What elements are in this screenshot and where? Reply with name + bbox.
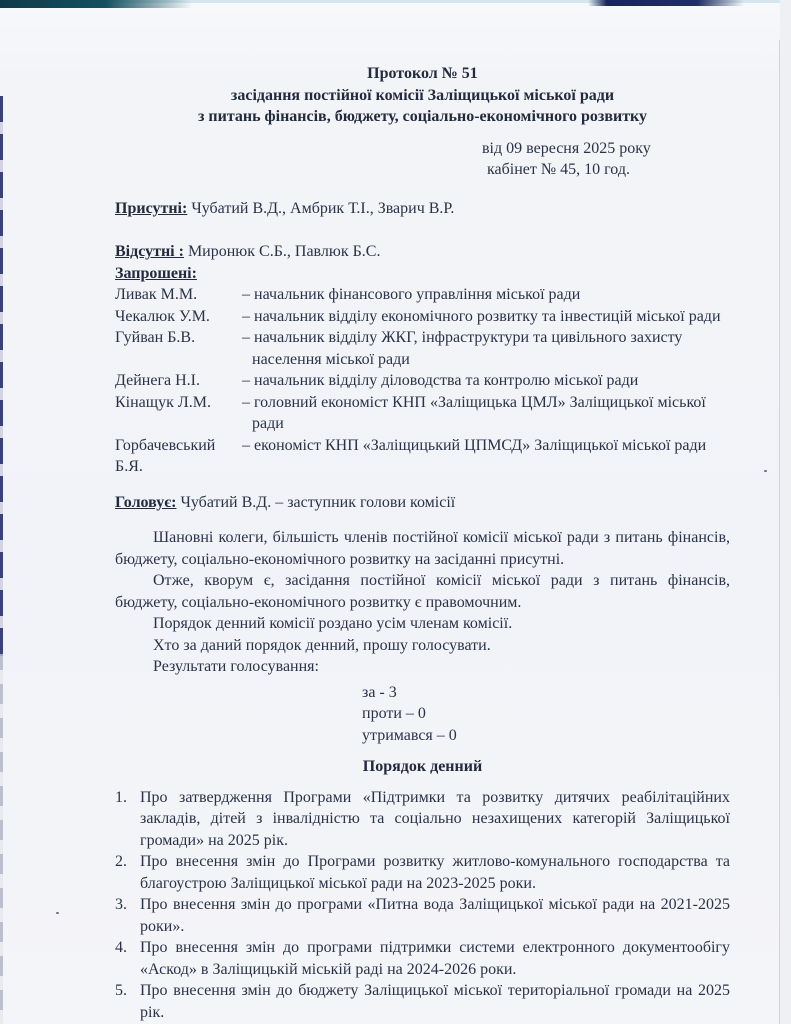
- paragraph: Порядок денний комісії роздано усім членам комісії.: [153, 615, 513, 632]
- voting-against: проти – 0: [362, 705, 426, 722]
- invited-role: – начальник відділу ЖКГ, інфраструктури та цивільного захисту населення міської ради: [242, 329, 683, 368]
- meeting-room: кабінет № 45, 10 год.: [487, 161, 630, 178]
- agenda-item-text: Про затвердження Програми «Підтримки та розвитку дитячих реабілітаційних закладів, дітей з інвалідністю та соціально незахищених категорій Заліщицької громади» на 2025 рік.: [140, 788, 730, 849]
- invited-name: Гуйван Б.В.: [115, 329, 196, 346]
- agenda-item: [115, 851, 730, 894]
- invited-row: [115, 392, 730, 435]
- invited-name: Ливак М.М.: [115, 286, 198, 303]
- agenda-list: [115, 787, 730, 1024]
- paragraph: Результати голосування:: [153, 658, 319, 675]
- invited-list: [115, 284, 730, 478]
- invited-name: Дейнега Н.І.: [115, 372, 200, 389]
- invited-name: Кінащук Л.М.: [115, 393, 211, 411]
- invited-row: [115, 306, 730, 328]
- invited-role: – начальник фінансового управління міської ради: [242, 286, 581, 303]
- document-title: Протокол № 51: [367, 65, 478, 82]
- chair-label: Головує:: [115, 493, 177, 511]
- present-label: Присутні:: [115, 199, 188, 217]
- present-line: [115, 198, 730, 220]
- agenda-item-number: 2.: [115, 853, 127, 870]
- invited-name: Чекалюк У.М.: [115, 307, 210, 325]
- document-subtitle-1: засідання постійної комісії Заліщицької міської ради: [230, 86, 615, 104]
- meeting-date: від 09 вересня 2025 року: [482, 139, 651, 157]
- agenda-item-text: Про внесення змін до програми «Питна вода Заліщицької міської ради на 2021-2025 роки».: [140, 896, 730, 935]
- document-title-block: [115, 63, 730, 128]
- paragraph: Шановні колеги, більшість членів постійної комісії міської ради з питань фінансів, бюджету, соціально-економічного розвитку на засіданні присутні.: [115, 529, 730, 568]
- absent-names: Миронюк С.Б., Павлюк Б.С.: [187, 243, 381, 260]
- invited-row: [115, 284, 730, 306]
- invited-role: – начальник відділу діловодства та контролю міської ради: [242, 372, 639, 389]
- agenda-item-number: 4.: [115, 939, 127, 956]
- agenda-item: [115, 937, 730, 980]
- voting-results: [362, 682, 730, 747]
- invited-row: [115, 435, 730, 478]
- absent-line: [115, 241, 730, 263]
- document-subtitle-2: з питань фінансів, бюджету, соціально-економічного розвитку: [197, 108, 648, 125]
- voting-for: за - 3: [362, 683, 397, 701]
- paragraph: Хто за даний порядок денний, прошу голосувати.: [153, 636, 491, 654]
- agenda-item-number: 1.: [115, 788, 127, 806]
- agenda-item-text: Про внесення змін до програми підтримки системи електронного документообігу «Аскод» в Заліщицькій міській раді на 2024-2026 роки.: [140, 939, 730, 978]
- chair-text: Чубатий В.Д. – заступник голови комісії: [180, 493, 456, 511]
- voting-abstained: утримався – 0: [362, 726, 457, 744]
- invited-role: – головний економіст КНП «Заліщицька ЦМЛ» Заліщицької міської ради: [242, 393, 706, 432]
- paragraph: Отже, кворум є, засідання постійної комісії міської ради з питань фінансів, бюджету, соціально-економічного розвитку є правомочним.: [115, 572, 730, 611]
- agenda-item-text: Про внесення змін до бюджету Заліщицької міської територіальної громади на 2025 рік.: [140, 982, 730, 1021]
- chair-line: [115, 492, 730, 514]
- body-paragraphs: [115, 527, 730, 678]
- invited-name: Горбачевський Б.Я.: [115, 436, 216, 475]
- meta-block: [482, 138, 730, 181]
- agenda-item-number: 3.: [115, 896, 127, 913]
- agenda-item-text: Про внесення змін до Програми розвитку житлово-комунального господарства та благоустрою Заліщицької міської ради на 2023-2025 роки.: [140, 853, 730, 892]
- agenda-item: [115, 980, 730, 1023]
- invited-role: – начальник відділу економічного розвитку та інвестицій міської ради: [242, 307, 721, 325]
- present-names: Чубатий В.Д., Амбрик Т.І., Зварич В.Р.: [191, 199, 455, 217]
- invited-label: Запрошені:: [115, 264, 197, 282]
- agenda-heading: Порядок денний: [362, 758, 483, 775]
- invited-row: [115, 327, 730, 370]
- absent-label: Відсутні :: [115, 243, 184, 260]
- invited-row: [115, 370, 730, 392]
- invited-role: – економіст КНП «Заліщицький ЦПМСД» Заліщицької міської ради: [242, 436, 707, 454]
- agenda-item-number: 5.: [115, 982, 127, 999]
- agenda-item: [115, 894, 730, 937]
- agenda-item: [115, 787, 730, 852]
- invited-heading: [115, 263, 730, 285]
